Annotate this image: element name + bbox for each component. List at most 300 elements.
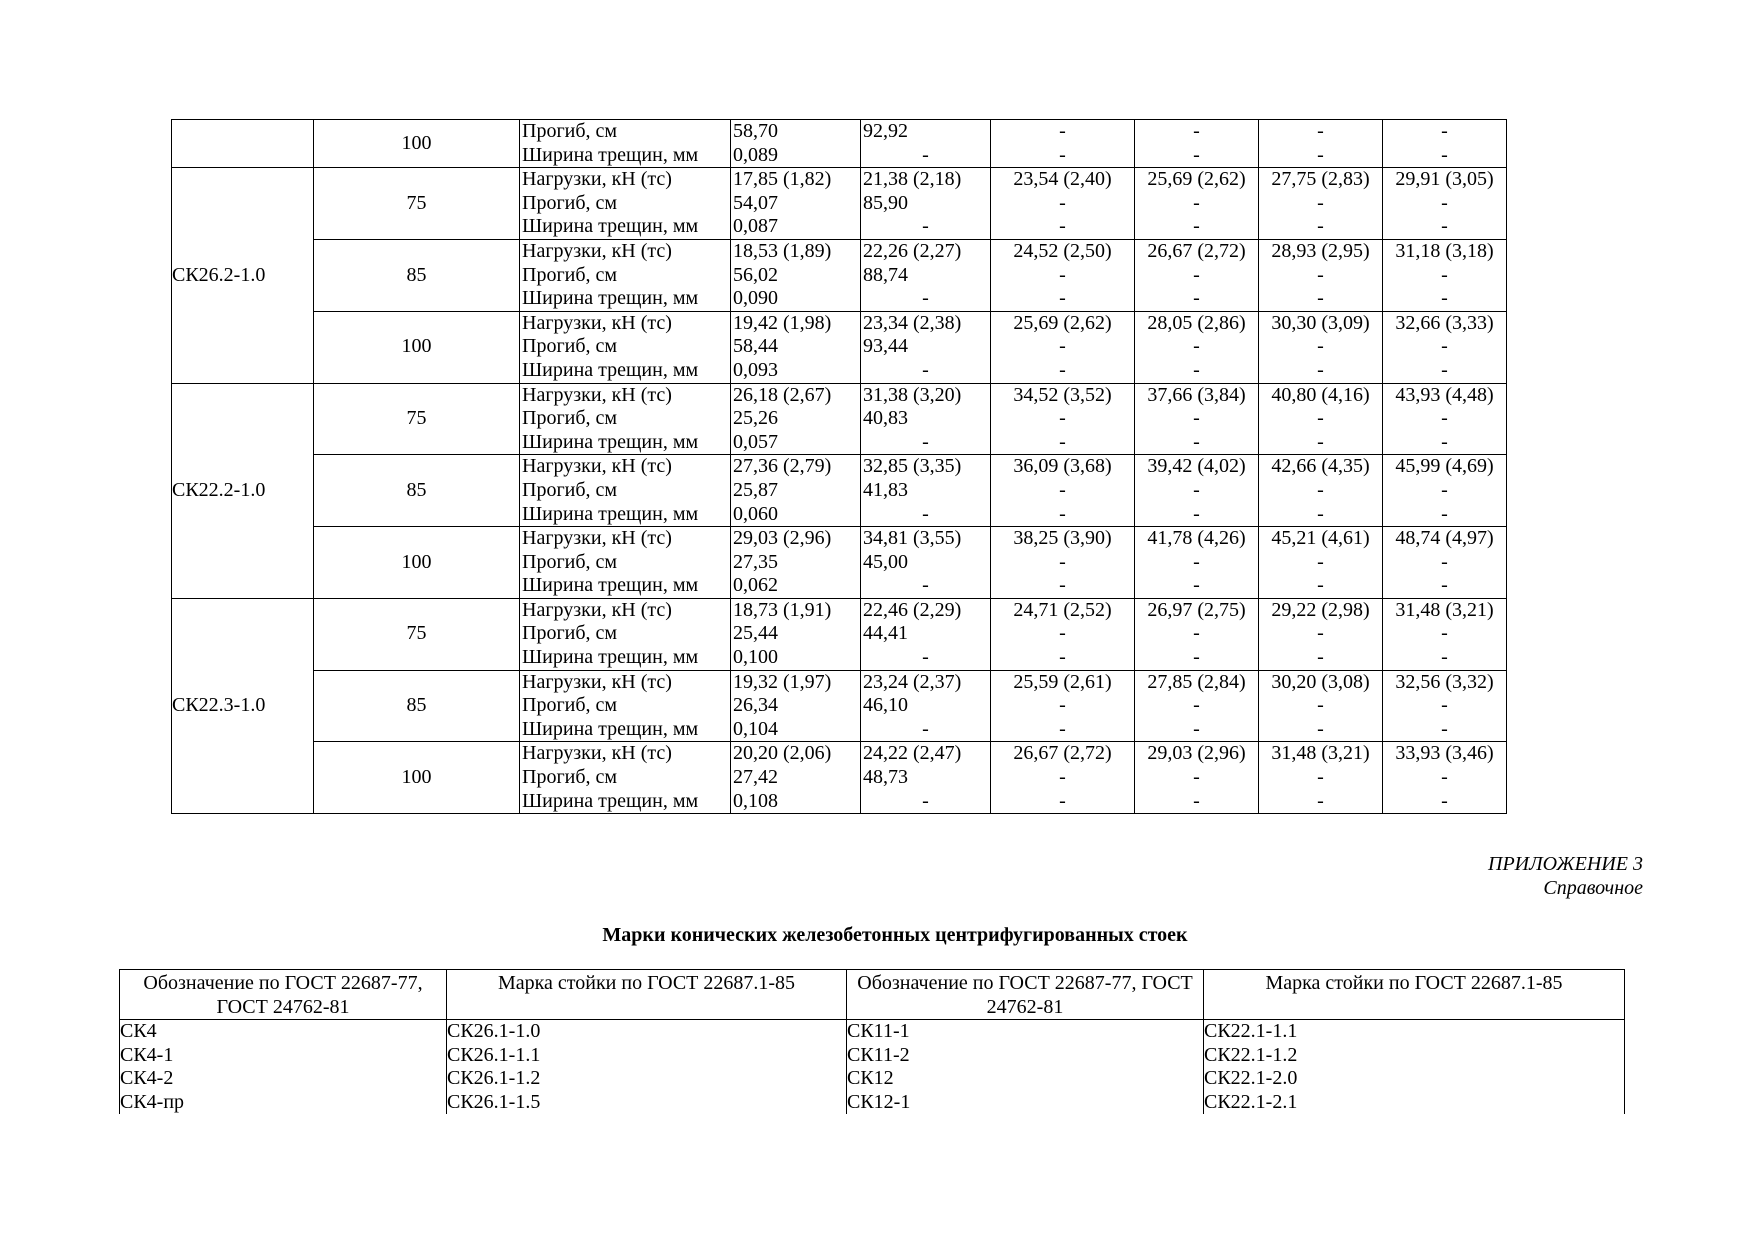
cell-line: -	[922, 574, 929, 597]
cell-line: -	[922, 789, 929, 812]
table-row	[172, 120, 1507, 168]
value-cell	[1259, 742, 1383, 814]
cell-line: -	[1193, 766, 1200, 789]
cell-line: -	[1193, 358, 1200, 381]
value-cell	[1259, 598, 1383, 670]
span-length-cell	[314, 527, 520, 599]
value-cell	[861, 120, 991, 168]
marks-table	[119, 969, 1625, 1114]
cell-line: 43,93 (4,48)	[1395, 383, 1494, 406]
table-row	[172, 383, 1507, 455]
cell-line: -	[1193, 191, 1200, 214]
parameter-cell	[520, 455, 731, 527]
gost-designation-cell: СК4	[120, 1020, 447, 1044]
cell-line: Ширина трещин, мм	[522, 789, 699, 812]
value-cell	[731, 670, 861, 742]
cell-line: 37,66 (3,84)	[1147, 383, 1246, 406]
table-row	[172, 311, 1507, 383]
value-cell	[731, 239, 861, 311]
value-cell	[861, 598, 991, 670]
cell-line: Нагрузки, кН (тс)	[522, 455, 672, 478]
value-cell	[861, 239, 991, 311]
cell-line: Прогиб, см	[522, 263, 618, 286]
cell-line: 19,32 (1,97)	[733, 670, 832, 693]
cell-line: 0,087	[733, 215, 778, 238]
cell-line: 54,07	[733, 191, 778, 214]
cell-line: -	[1441, 358, 1448, 381]
value-cell	[1135, 670, 1259, 742]
cell-line: Прогиб, см	[522, 622, 618, 645]
cell-line: 26,67 (2,72)	[1013, 742, 1112, 765]
cell-line: -	[1317, 646, 1324, 669]
cell-line: -	[1441, 502, 1448, 525]
cell-line: 45,00	[863, 550, 908, 573]
span-length-cell	[314, 239, 520, 311]
value-cell	[861, 311, 991, 383]
cell-line: -	[1059, 215, 1066, 238]
cell-line: -	[1317, 430, 1324, 453]
cell-line: -	[1317, 335, 1324, 358]
parameter-cell	[520, 120, 731, 168]
cell-line: -	[1059, 694, 1066, 717]
cell-line: -	[1059, 430, 1066, 453]
cell-line: 27,75 (2,83)	[1271, 168, 1370, 191]
appendix-title: ПРИЛОЖЕНИЕ 3	[1488, 853, 1643, 875]
cell-line: 25,69 (2,62)	[1013, 311, 1112, 334]
value-cell	[861, 383, 991, 455]
cell-line: -	[1193, 143, 1200, 166]
cell-line: Ширина трещин, мм	[522, 646, 699, 669]
cell-line: 27,35	[733, 550, 778, 573]
cell-line: Прогиб, см	[522, 478, 618, 501]
cell-line: 26,97 (2,75)	[1147, 598, 1246, 621]
cell-line: -	[922, 358, 929, 381]
cell-line: 31,18 (3,18)	[1395, 239, 1494, 262]
cell-line: -	[1193, 694, 1200, 717]
cell-line: -	[1193, 574, 1200, 597]
cell-line: -	[1441, 766, 1448, 789]
cell-line: -	[1193, 502, 1200, 525]
cell-line: -	[1441, 120, 1448, 142]
span-length-cell	[314, 120, 520, 168]
cell-line: 40,83	[863, 407, 908, 430]
table-row	[120, 1067, 1625, 1091]
cell-line: 27,85 (2,84)	[1147, 670, 1246, 693]
cell-line: -	[1441, 694, 1448, 717]
cell-line: 24,52 (2,50)	[1013, 239, 1112, 262]
value-cell	[991, 311, 1135, 383]
cell-line: -	[1059, 263, 1066, 286]
cell-line: 32,66 (3,33)	[1395, 311, 1494, 334]
cell-line: -	[1441, 143, 1448, 166]
cell-line: -	[1059, 407, 1066, 430]
value-cell	[991, 455, 1135, 527]
cell-line: 42,66 (4,35)	[1271, 455, 1370, 478]
value-cell	[1135, 527, 1259, 599]
cell-line: -	[1193, 789, 1200, 812]
cell-line: -	[1441, 287, 1448, 310]
value-cell	[991, 120, 1135, 168]
span-length: 85	[406, 478, 427, 501]
cell-line: 39,42 (4,02)	[1147, 455, 1246, 478]
span-length: 85	[406, 694, 427, 717]
value-cell	[861, 168, 991, 240]
cell-line: -	[1059, 143, 1066, 166]
value-cell	[731, 742, 861, 814]
cell-line: -	[1059, 622, 1066, 645]
cell-line: -	[1059, 502, 1066, 525]
cell-line: 32,85 (3,35)	[863, 455, 962, 478]
cell-line: -	[1059, 335, 1066, 358]
cell-line: 25,59 (2,61)	[1013, 670, 1112, 693]
cell-line: -	[1317, 789, 1324, 812]
cell-line: -	[1317, 694, 1324, 717]
value-cell	[1135, 311, 1259, 383]
cell-line: 58,70	[733, 120, 778, 142]
cell-line: 20,20 (2,06)	[733, 742, 832, 765]
cell-line: 29,22 (2,98)	[1271, 598, 1370, 621]
cell-line: -	[1059, 574, 1066, 597]
cell-line: -	[1441, 574, 1448, 597]
cell-line: -	[1317, 622, 1324, 645]
parameter-cell	[520, 383, 731, 455]
cell-line: 31,48 (3,21)	[1271, 742, 1370, 765]
table-row	[120, 1091, 1625, 1115]
value-cell	[991, 527, 1135, 599]
parameter-cell	[520, 527, 731, 599]
cell-line: -	[1193, 550, 1200, 573]
value-cell	[1383, 670, 1507, 742]
span-length-cell	[314, 670, 520, 742]
cell-line: Прогиб, см	[522, 335, 618, 358]
cell-line: 33,93 (3,46)	[1395, 742, 1494, 765]
value-cell	[731, 455, 861, 527]
cell-line: -	[1441, 191, 1448, 214]
cell-line: -	[1059, 717, 1066, 740]
gost-designation-cell: СК11-2	[847, 1044, 1204, 1068]
value-cell	[991, 239, 1135, 311]
value-cell	[861, 670, 991, 742]
value-cell	[1135, 598, 1259, 670]
cell-line: 18,53 (1,89)	[733, 239, 832, 262]
cell-line: -	[1059, 766, 1066, 789]
cell-line: -	[1317, 191, 1324, 214]
cell-line: 45,21 (4,61)	[1271, 527, 1370, 550]
parameter-cell	[520, 168, 731, 240]
post-mark-cell: СК26.1-1.1	[447, 1044, 847, 1068]
cell-line: 56,02	[733, 263, 778, 286]
span-length-cell	[314, 455, 520, 527]
value-cell	[991, 383, 1135, 455]
cell-line: -	[1317, 574, 1324, 597]
cell-line: 23,24 (2,37)	[863, 670, 962, 693]
cell-line: 17,85 (1,82)	[733, 168, 832, 191]
marks-table-header	[120, 970, 1625, 1020]
value-cell	[1259, 120, 1383, 168]
cell-line: Прогиб, см	[522, 694, 618, 717]
cell-line: -	[1193, 335, 1200, 358]
value-cell	[731, 168, 861, 240]
value-cell	[1259, 383, 1383, 455]
header-post-mark: Марка стойки по ГОСТ 22687.1-85	[447, 970, 847, 1020]
value-cell	[1259, 239, 1383, 311]
cell-line: -	[1059, 120, 1066, 142]
cell-line: Ширина трещин, мм	[522, 215, 699, 238]
table-row	[120, 1020, 1625, 1044]
value-cell	[1383, 311, 1507, 383]
cell-line: -	[922, 215, 929, 238]
cell-line: Ширина трещин, мм	[522, 143, 699, 166]
parameter-cell	[520, 742, 731, 814]
gost-designation-cell: СК4-2	[120, 1067, 447, 1091]
span-length: 85	[406, 263, 427, 286]
cell-line: -	[1317, 287, 1324, 310]
parameter-cell	[520, 670, 731, 742]
cell-line: 85,90	[863, 191, 908, 214]
post-brand: СК26.2-1.0	[172, 263, 266, 286]
cell-line: 28,05 (2,86)	[1147, 311, 1246, 334]
cell-line: 0,093	[733, 358, 778, 381]
cell-line: -	[1441, 430, 1448, 453]
table-row	[172, 742, 1507, 814]
cell-line: Нагрузки, кН (тс)	[522, 383, 672, 406]
cell-line: 28,93 (2,95)	[1271, 239, 1370, 262]
cell-line: -	[922, 430, 929, 453]
gost-designation-cell: СК4-пр	[120, 1091, 447, 1115]
load-test-table	[171, 119, 1507, 814]
post-brand: СК22.2-1.0	[172, 478, 266, 501]
cell-line: -	[922, 646, 929, 669]
table-row	[120, 1044, 1625, 1068]
span-length: 75	[406, 191, 427, 214]
brand-cell	[172, 383, 314, 598]
cell-line: 29,03 (2,96)	[1147, 742, 1246, 765]
span-length: 100	[401, 766, 432, 789]
value-cell	[1383, 742, 1507, 814]
cell-line: 0,060	[733, 502, 778, 525]
value-cell	[731, 598, 861, 670]
cell-line: -	[1317, 263, 1324, 286]
value-cell	[1135, 120, 1259, 168]
cell-line: -	[1193, 287, 1200, 310]
cell-line: -	[1317, 358, 1324, 381]
post-mark-cell: СК22.1-1.1	[1204, 1020, 1625, 1044]
cell-line: 40,80 (4,16)	[1271, 383, 1370, 406]
cell-line: 0,057	[733, 430, 778, 453]
cell-line: 19,42 (1,98)	[733, 311, 832, 334]
cell-line: -	[1193, 478, 1200, 501]
cell-line: 25,87	[733, 478, 778, 501]
cell-line: -	[1441, 335, 1448, 358]
span-length: 100	[401, 131, 432, 154]
cell-line: -	[1317, 215, 1324, 238]
post-mark-cell: СК26.1-1.0	[447, 1020, 847, 1044]
appendix-subtitle: Справочное	[1543, 877, 1643, 899]
cell-line: 36,09 (3,68)	[1013, 455, 1112, 478]
cell-line: Ширина трещин, мм	[522, 717, 699, 740]
value-cell	[861, 527, 991, 599]
cell-line: 22,46 (2,29)	[863, 598, 962, 621]
cell-line: -	[922, 502, 929, 525]
value-cell	[1135, 168, 1259, 240]
cell-line: -	[1441, 407, 1448, 430]
value-cell	[991, 598, 1135, 670]
cell-line: 25,44	[733, 622, 778, 645]
cell-line: -	[1441, 717, 1448, 740]
cell-line: 0,062	[733, 574, 778, 597]
cell-line: Нагрузки, кН (тс)	[522, 311, 672, 334]
cell-line: -	[1441, 263, 1448, 286]
brand-cell	[172, 120, 314, 168]
value-cell	[731, 383, 861, 455]
cell-line: 31,38 (3,20)	[863, 383, 962, 406]
brand-cell	[172, 168, 314, 383]
cell-line: 29,91 (3,05)	[1395, 168, 1494, 191]
cell-line: -	[1317, 766, 1324, 789]
cell-line: Прогиб, см	[522, 120, 618, 142]
cell-line: Ширина трещин, мм	[522, 287, 699, 310]
cell-line: Прогиб, см	[522, 191, 618, 214]
cell-line: Прогиб, см	[522, 407, 618, 430]
gost-designation-cell: СК12-1	[847, 1091, 1204, 1115]
cell-line: -	[1059, 789, 1066, 812]
cell-line: 58,44	[733, 335, 778, 358]
post-mark-cell: СК22.1-2.0	[1204, 1067, 1625, 1091]
cell-line: Прогиб, см	[522, 766, 618, 789]
cell-line: 0,100	[733, 646, 778, 669]
cell-line: 38,25 (3,90)	[1013, 527, 1112, 550]
post-mark-cell: СК22.1-2.1	[1204, 1091, 1625, 1115]
cell-line: 48,74 (4,97)	[1395, 527, 1494, 550]
cell-line: Нагрузки, кН (тс)	[522, 527, 672, 550]
cell-line: -	[1059, 646, 1066, 669]
cell-line: 0,089	[733, 143, 778, 166]
cell-line: 88,74	[863, 263, 908, 286]
table-row	[172, 455, 1507, 527]
span-length-cell	[314, 168, 520, 240]
value-cell	[731, 120, 861, 168]
span-length: 100	[401, 550, 432, 573]
cell-line: 22,26 (2,27)	[863, 239, 962, 262]
value-cell	[1259, 670, 1383, 742]
gost-designation-cell: СК4-1	[120, 1044, 447, 1068]
cell-line: Ширина трещин, мм	[522, 574, 699, 597]
cell-line: 0,108	[733, 789, 778, 812]
cell-line: 27,42	[733, 766, 778, 789]
value-cell	[861, 455, 991, 527]
header-post-mark: Марка стойки по ГОСТ 22687.1-85	[1204, 970, 1625, 1020]
value-cell	[1383, 168, 1507, 240]
cell-line: -	[1441, 646, 1448, 669]
span-length: 75	[406, 622, 427, 645]
post-brand: СК22.3-1.0	[172, 694, 266, 717]
cell-line: Нагрузки, кН (тс)	[522, 742, 672, 765]
cell-line: 30,30 (3,09)	[1271, 311, 1370, 334]
cell-line: 45,99 (4,69)	[1395, 455, 1494, 478]
header-gost-designation: Обозначение по ГОСТ 22687-77, ГОСТ 24762-81	[120, 970, 447, 1020]
value-cell	[1383, 120, 1507, 168]
cell-line: -	[1193, 622, 1200, 645]
value-cell	[1135, 455, 1259, 527]
table-row	[172, 670, 1507, 742]
span-length-cell	[314, 311, 520, 383]
value-cell	[1383, 455, 1507, 527]
cell-line: Нагрузки, кН (тс)	[522, 670, 672, 693]
value-cell	[1259, 311, 1383, 383]
value-cell	[1383, 239, 1507, 311]
cell-line: 46,10	[863, 694, 908, 717]
parameter-cell	[520, 598, 731, 670]
cell-line: 30,20 (3,08)	[1271, 670, 1370, 693]
cell-line: -	[1317, 143, 1324, 166]
cell-line: -	[1059, 191, 1066, 214]
span-length-cell	[314, 598, 520, 670]
parameter-cell	[520, 239, 731, 311]
cell-line: -	[1193, 717, 1200, 740]
cell-line: 92,92	[863, 120, 908, 142]
cell-line: -	[1059, 478, 1066, 501]
cell-line: 26,18 (2,67)	[733, 383, 832, 406]
cell-line: -	[922, 143, 929, 166]
cell-line: Ширина трещин, мм	[522, 502, 699, 525]
value-cell	[1383, 383, 1507, 455]
cell-line: -	[1317, 717, 1324, 740]
value-cell	[1259, 455, 1383, 527]
cell-line: Ширина трещин, мм	[522, 358, 699, 381]
cell-line: Ширина трещин, мм	[522, 430, 699, 453]
cell-line: 48,73	[863, 766, 908, 789]
table-caption: Марки конических железобетонных центрифугированных стоек	[602, 924, 1188, 946]
cell-line: -	[1317, 502, 1324, 525]
cell-line: 26,34	[733, 694, 778, 717]
cell-line: -	[922, 717, 929, 740]
cell-line: 24,22 (2,47)	[863, 742, 962, 765]
cell-line: 24,71 (2,52)	[1013, 598, 1112, 621]
cell-line: 23,54 (2,40)	[1013, 168, 1112, 191]
cell-line: Прогиб, см	[522, 550, 618, 573]
cell-line: -	[1317, 120, 1324, 142]
parameter-cell	[520, 311, 731, 383]
cell-line: -	[1059, 550, 1066, 573]
post-mark-cell: СК22.1-1.2	[1204, 1044, 1625, 1068]
value-cell	[991, 168, 1135, 240]
post-mark-cell: СК26.1-1.2	[447, 1067, 847, 1091]
cell-line: 0,104	[733, 717, 778, 740]
cell-line: 31,48 (3,21)	[1395, 598, 1494, 621]
cell-line: -	[1441, 622, 1448, 645]
cell-line: -	[1193, 120, 1200, 142]
cell-line: -	[1193, 407, 1200, 430]
cell-line: -	[1441, 215, 1448, 238]
post-mark-cell: СК26.1-1.5	[447, 1091, 847, 1115]
span-length-cell	[314, 742, 520, 814]
cell-line: -	[1317, 550, 1324, 573]
cell-line: -	[1317, 407, 1324, 430]
value-cell	[1383, 598, 1507, 670]
span-length: 75	[406, 407, 427, 430]
cell-line: -	[1059, 358, 1066, 381]
cell-line: 25,69 (2,62)	[1147, 168, 1246, 191]
cell-line: 18,73 (1,91)	[733, 598, 832, 621]
cell-line: -	[1441, 550, 1448, 573]
cell-line: -	[1059, 287, 1066, 310]
cell-line: 25,26	[733, 407, 778, 430]
cell-line: 44,41	[863, 622, 908, 645]
value-cell	[991, 742, 1135, 814]
value-cell	[1135, 239, 1259, 311]
cell-line: -	[1317, 478, 1324, 501]
cell-line: 26,67 (2,72)	[1147, 239, 1246, 262]
